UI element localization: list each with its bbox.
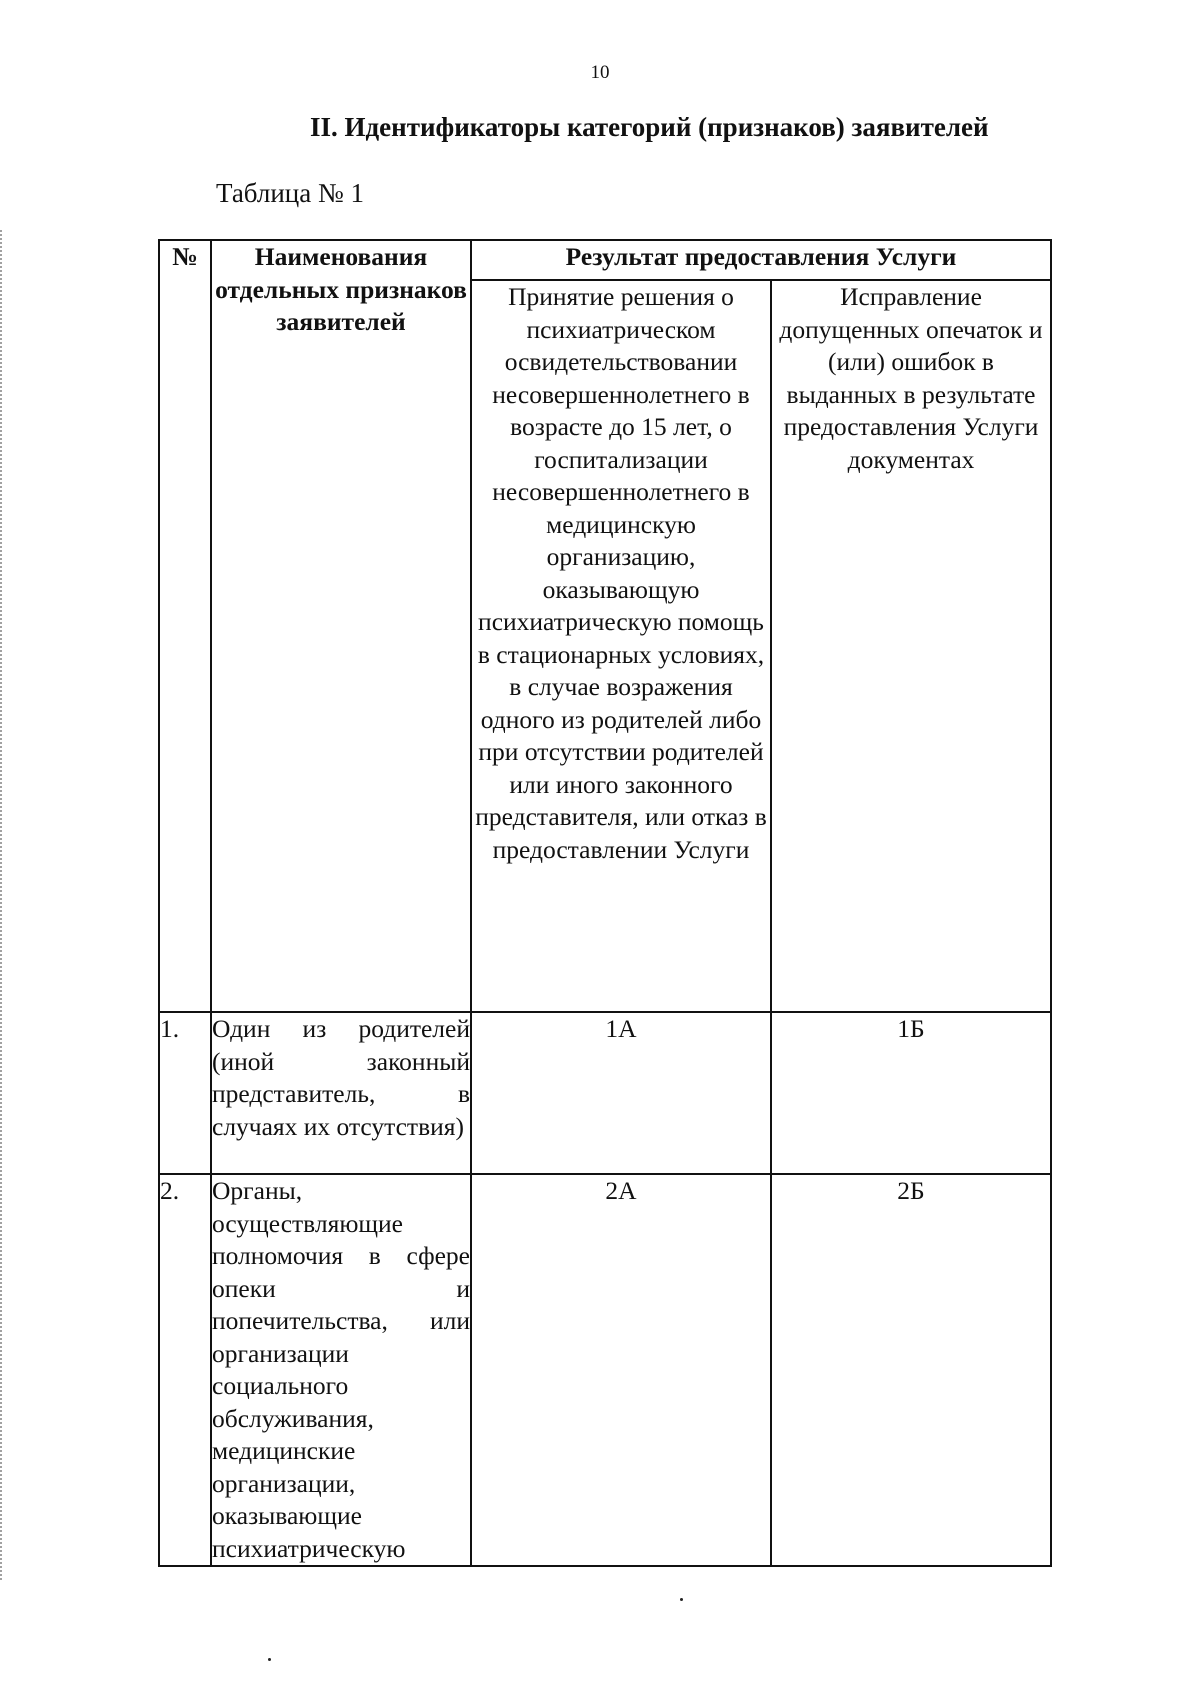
header-service-result: Результат предоставления Услуги — [471, 240, 1051, 280]
page-number: 10 — [590, 62, 610, 83]
row-applicant-feature: Органы, осуществляющие полномочия в сфере опеки и попечительства, или организации социального обслуживания, медицинские организации, оказывающие психиатрическую — [211, 1174, 471, 1566]
table-header-row — [159, 240, 1051, 280]
scan-edge-artifact — [0, 230, 4, 1580]
applicant-categories-table — [158, 239, 1052, 1567]
table-row — [159, 1174, 1051, 1566]
row-number: 1. — [159, 1012, 211, 1174]
table-row — [159, 1012, 1051, 1174]
row-code-b: 1Б — [771, 1012, 1051, 1174]
scan-speck — [268, 1658, 271, 1661]
table-label: Таблица № 1 — [216, 178, 364, 208]
header-result-correction: Исправление допущенных опечаток и (или) ошибок в выданных в результате предоставления Услуги документах — [771, 280, 1051, 1012]
header-result-decision: Принятие решения о психиатрическом освидетельствовании несовершеннолетнего в возрасте до 15 лет, о госпитализации несовершеннолетнего в медицинскую организацию, оказывающую психиатрическую помощь в стационарных условиях, в случае возражения одного из родителей либо при отсутствии родителей или иного законного представителя, или отказ в предоставлении Услуги — [471, 280, 771, 1012]
header-applicant-features: Наименования отдельных признаков заявителей — [211, 240, 471, 1012]
section-title: II. Идентификаторы категорий (признаков) заявителей — [310, 112, 989, 142]
scan-speck — [680, 1598, 683, 1601]
row-code-b: 2Б — [771, 1174, 1051, 1566]
row-code-a: 1А — [471, 1012, 771, 1174]
header-number: № — [159, 240, 211, 1012]
row-applicant-feature: Один из родителей (иной законный представитель, в случаях их отсутствия) — [211, 1012, 471, 1174]
row-code-a: 2А — [471, 1174, 771, 1566]
row-number: 2. — [159, 1174, 211, 1566]
